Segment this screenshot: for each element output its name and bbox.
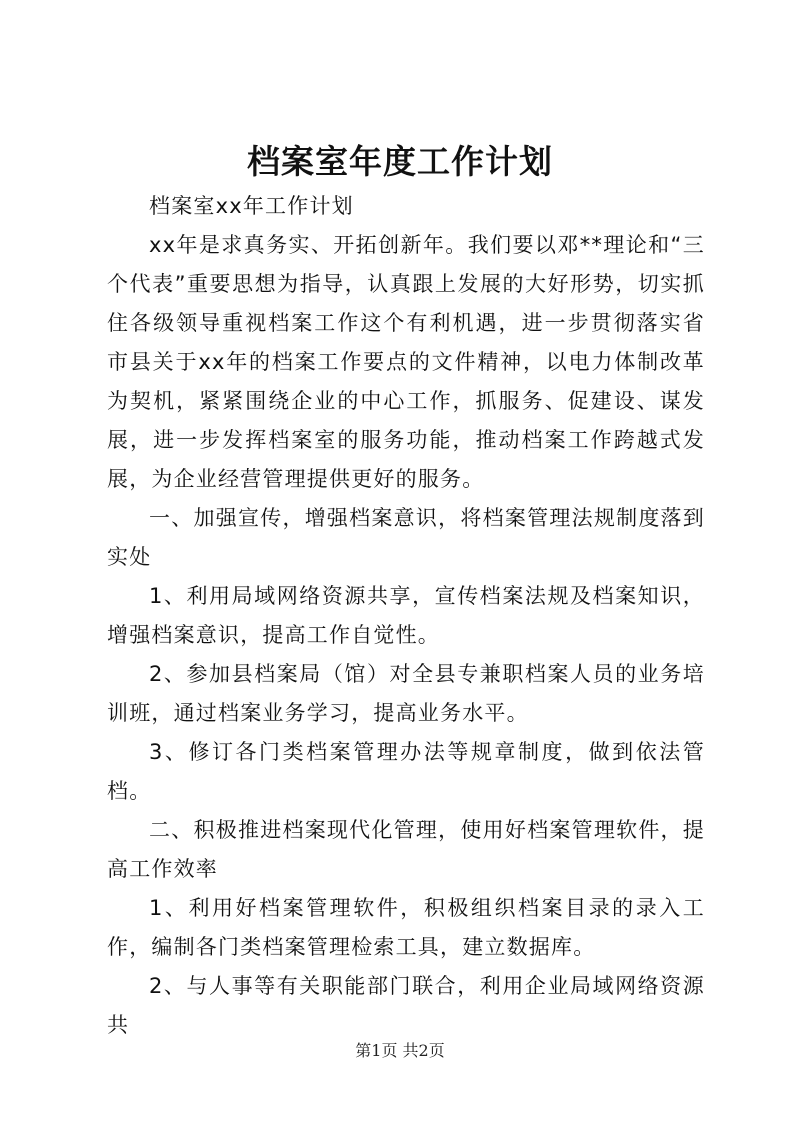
section-two-item-2: 2、与人事等有关职能部门联合，利用企业局域网络资源共 [107,974,705,1037]
page-footer: 第1页 共2页 [355,1041,445,1060]
paragraph-intro: xx年是求真务实、开拓创新年。我们要以邓**理论和“三个代表”重要思想为指导，认真跟上发展的大好形势，切实抓住各级领导重视档案工作这个有利机遇，进一步贯彻落实省市县关于xx年的档案工作要点的文件精神，以电力体制改革为契机，紧紧围绕企业的中心工作，抓服务、促建设、谋发展，进一步发挥档案室的服务功能，推动档案工作跨越式发展，为企业经营管理提供更好的服务。 [107,233,705,491]
section-one-item-2: 2、参加县档案局（馆）对全县专兼职档案人员的业务培训班，通过档案业务学习，提高业务水平。 [107,662,705,725]
paragraph-subtitle: 档案室xx年工作计划 [149,194,354,218]
document-body [107,187,705,1045]
section-two-item-1: 1、利用好档案管理软件，积极组织档案目录的录入工作，编制各门类档案管理检索工具，建立数据库。 [107,896,705,959]
document-title: 档案室年度工作计划 [247,142,553,181]
section-one-item-1: 1、利用局域网络资源共享，宣传档案法规及档案知识，增强档案意识，提高工作自觉性。 [107,584,705,647]
section-heading-one: 一、加强宣传，增强档案意识，将档案管理法规制度落到实处 [107,506,705,569]
section-heading-two: 二、积极推进档案现代化管理，使用好档案管理软件，提高工作效率 [107,818,705,881]
section-one-item-3: 3、修订各门类档案管理办法等规章制度，做到依法管档。 [107,740,705,803]
